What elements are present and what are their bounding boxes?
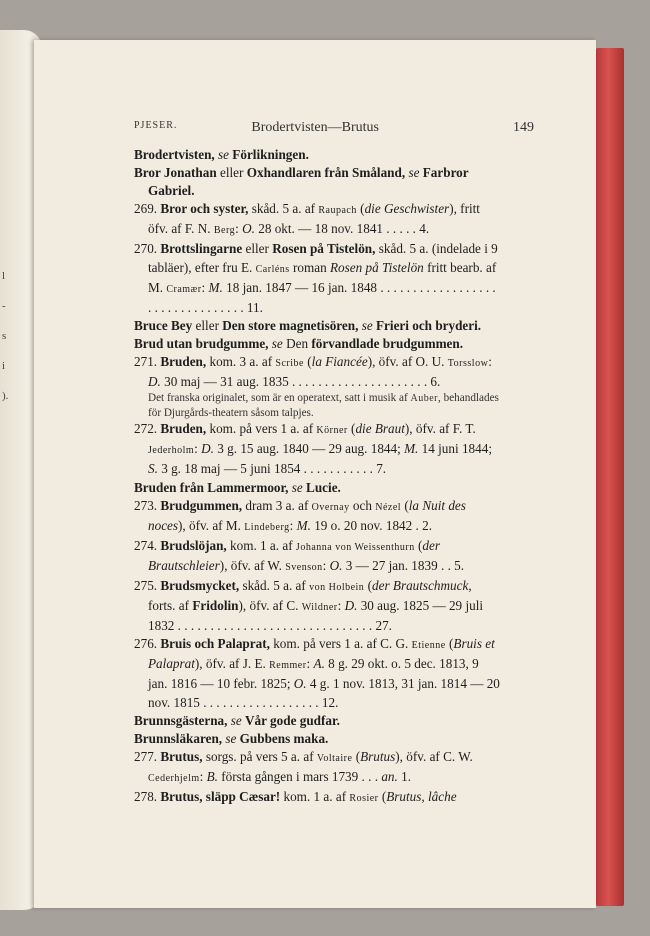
entry-text: : — [306, 656, 314, 672]
entry-text: Jederholm — [148, 445, 195, 457]
entry-text: Bruden, — [160, 421, 207, 437]
entry-text: der Brautschleier — [148, 537, 440, 573]
entry-text: Carléns — [255, 263, 290, 275]
entry-text: Johanna von Weissenthurn — [295, 541, 415, 553]
entry-text: sorgs. på vers 5 a. af — [202, 748, 317, 764]
entry-text: : — [337, 598, 345, 614]
entry-text: ), öfv. af O. U. — [367, 354, 448, 370]
entry-text: 19 o. 20 nov. 1842 . 2. — [310, 517, 433, 533]
entry-text: ( — [401, 497, 409, 513]
entry-text: Svenson — [285, 561, 323, 573]
entry-text: ), öfv. af C. — [238, 598, 302, 614]
entry-text: kom. 1 a. af — [280, 789, 350, 804]
entry-text: : — [194, 441, 202, 457]
catalog-entry — [134, 353, 500, 391]
entry-text: D. — [344, 598, 358, 614]
entry-text: se — [227, 712, 246, 728]
entry-text: , forts. af — [148, 577, 472, 614]
entry-text: Oxhandlaren från Småland, — [246, 165, 406, 181]
running-header — [134, 120, 534, 136]
entry-text: se — [268, 335, 287, 351]
entry-text: ), öfv. af J. E. — [194, 656, 270, 672]
entry-text: ), öfv. af F. T. — [404, 421, 476, 437]
entry-text: första gången i mars 1739 . . . — [217, 768, 382, 784]
entry-text: Gubbens maka. — [239, 730, 329, 746]
catalog-entry — [134, 164, 500, 200]
book-cover-edge — [596, 48, 624, 906]
entry-text: Brunnsläkaren, — [134, 730, 223, 746]
entry-text: Förlikningen. — [232, 147, 309, 162]
entry-text: D. — [201, 441, 214, 457]
catalog-entry — [134, 748, 500, 788]
entry-text: och — [349, 497, 376, 513]
entry-text: 4 g. 1 nov. 1813, 31 jan. 1814 — 20 nov. 1815 . . . . . . . . . . . . . . . . . . 12. — [148, 676, 500, 710]
entry-text: dram 3 a. af — [242, 497, 312, 513]
entry-text: 3 g. 18 maj — 5 juni 1854 . . . . . . . . . . . 7. — [157, 461, 387, 477]
entry-text: 272. — [134, 421, 161, 437]
catalog-entry — [134, 200, 500, 240]
entry-text: 18 jan. 1847 — 16 jan. 1848 . . . . . . . . . . . . . . . . . . . . . . . . . . . . . . . . . 11. — [148, 279, 496, 315]
entry-text: Den — [286, 335, 312, 351]
facing-page-fragment: i — [2, 360, 6, 372]
entry-text: Remmer — [269, 660, 307, 672]
entry-text: skåd. 5 a. af — [239, 577, 310, 593]
entry-text: Brutus, lâche — [386, 789, 457, 804]
entry-text: Rosen på Tistelön — [329, 259, 424, 275]
entry-text: 271. — [134, 354, 161, 370]
entry-text: 278. — [134, 789, 161, 804]
entry-text: kom. på vers 1 a. af — [206, 421, 317, 437]
entry-text: 274. — [134, 537, 161, 553]
entry-text: Scribe — [275, 358, 304, 370]
entry-text: kom. 3 a. af — [206, 354, 276, 370]
entry-text: se — [222, 730, 240, 746]
entry-text: ( — [303, 354, 312, 370]
facing-page-fragment: ). — [2, 390, 9, 402]
entry-text: : — [201, 279, 209, 295]
entry-text: M. — [404, 441, 419, 457]
entries-list — [134, 146, 500, 808]
entry-text: B. — [206, 768, 218, 784]
entry-text: Bror Jonathan — [134, 165, 217, 181]
entry-text: O. — [329, 557, 343, 573]
entry-text: M. — [208, 279, 223, 295]
entry-text: Vår gode gudfar. — [245, 712, 340, 728]
entry-text: Frieri och bryderi. — [376, 317, 482, 333]
entry-text: Brodertvisten, — [134, 147, 215, 162]
entry-text: ( — [356, 201, 365, 217]
page-number: 149 — [513, 120, 534, 135]
entry-text: 1. — [397, 768, 411, 784]
entry-text: eller — [242, 241, 273, 257]
entry-text: Brudgummen, — [160, 497, 243, 513]
entry-text: Cederhjelm — [148, 772, 200, 784]
entry-text: von Holbein — [309, 581, 365, 593]
entry-text: fritt bearb. af M. — [148, 259, 497, 295]
entry-text: Brutus — [360, 748, 396, 764]
entry-text: 28 okt. — 18 nov. 1841 . . . . . 4. — [254, 221, 430, 237]
entry-text: ( — [378, 789, 387, 804]
entry-text: Körner — [316, 425, 348, 437]
entry-text: ( — [364, 577, 373, 593]
entry-text: 3 — 27 jan. 1839 . . 5. — [342, 557, 465, 573]
entry-text: Farbror Gabriel. — [148, 165, 469, 199]
header-author: PJESER. — [134, 120, 178, 131]
entry-text: Bruden, — [160, 354, 207, 370]
entry-text: förvandlade brudgummen. — [311, 335, 464, 351]
entry-text: Brutus, — [160, 748, 203, 764]
entry-text: skåd. 5 a. (indelade i 9 tabläer), efter fru E. — [148, 241, 498, 275]
catalog-entry — [134, 497, 500, 537]
entry-note — [134, 391, 500, 420]
entry-text: Voltaire — [316, 752, 353, 764]
entry-text: Brunnsgästerna, — [134, 712, 228, 728]
entry-text: Rosier — [349, 793, 379, 804]
catalog-entry — [134, 335, 500, 353]
entry-text: Bruce Bey — [134, 317, 193, 333]
entry-text: S. — [148, 461, 158, 477]
entry-text: 273. — [134, 497, 161, 513]
entry-text: 275. — [134, 577, 161, 593]
entry-text: ), öfv. af C. W. — [395, 748, 473, 764]
entry-text: : — [235, 221, 243, 237]
entry-text: Berg — [213, 225, 236, 237]
entry-text: Lucie. — [306, 479, 341, 495]
facing-page-fragment: s — [2, 330, 7, 342]
facing-page-fragment: l — [2, 270, 6, 282]
entry-text: an. — [381, 768, 398, 784]
entry-text: 8 g. 29 okt. o. 5 dec. 1813, 9 jan. 1816 — 10 febr. 1825; — [148, 656, 479, 692]
entry-text: O. — [242, 221, 255, 237]
entry-text: : — [199, 768, 207, 784]
entry-text: la Fiancée — [311, 354, 368, 370]
entry-text: : — [488, 354, 492, 370]
entry-text: Rosen på Tistelön, — [272, 241, 376, 257]
entry-text: der Brautschmuck — [372, 577, 469, 593]
catalog-entry — [134, 577, 500, 635]
entry-text: 30 aug. 1825 — 29 juli 1832 . . . . . . . . . . . . . . . . . . . . . . . . . . . . . . 27. — [148, 598, 484, 634]
entry-text: 269. — [134, 201, 161, 217]
entry-text: ( — [352, 748, 361, 764]
entry-text: Fridolin — [192, 598, 239, 614]
entry-text: 270. — [134, 241, 161, 257]
entry-text: kom. på vers 1 a. af C. G. — [269, 636, 412, 652]
entry-text: Brudsmycket, — [160, 577, 240, 593]
entry-text: D. — [148, 374, 161, 390]
entry-text: O. — [293, 676, 307, 692]
entry-text: A. — [313, 656, 325, 672]
catalog-entry — [134, 317, 500, 335]
entry-text: ( — [445, 636, 454, 652]
catalog-entry — [134, 635, 500, 711]
entry-text: Brudslöjan, — [160, 537, 227, 553]
header-title: Brodertvisten—Brutus — [251, 120, 379, 135]
entry-text: Nézel — [375, 501, 402, 513]
entry-text: eller — [216, 165, 247, 181]
catalog-entry — [134, 479, 500, 497]
entry-text: ), öfv. af M. — [178, 517, 245, 533]
entry-text: Det franska originalet, som är en operatext, satt i musik af — [148, 392, 411, 405]
entry-text: kom. 1 a. af — [226, 537, 296, 553]
entry-text: ( — [347, 421, 356, 437]
entry-text: Torsslow — [447, 358, 489, 370]
entry-text: Raupach — [318, 205, 357, 217]
entry-text: 3 g. 15 aug. 1840 — 29 aug. 1844; — [213, 441, 405, 457]
catalog-entry — [134, 420, 500, 478]
entry-text: ( — [414, 537, 423, 553]
entry-text: Brud utan brudgumme, — [134, 335, 269, 351]
catalog-entry — [134, 712, 500, 730]
entry-text: 276. — [134, 636, 161, 652]
entry-text: skåd. 5 a. af — [248, 201, 319, 217]
entry-text: Bruden från Lammermoor, — [134, 479, 289, 495]
entry-text: ), öfv. af W. — [219, 557, 286, 573]
entry-text: : — [322, 557, 330, 573]
entry-text: Brottslingarne — [160, 241, 243, 257]
catalog-entry — [134, 146, 500, 164]
entry-text: die Braut — [355, 421, 405, 437]
entry-text: Den store magnetisören, — [222, 317, 359, 333]
entry-text: Lindeberg — [244, 521, 290, 533]
entry-text: se — [214, 147, 233, 162]
entry-text: ), fritt öfv. af F. N. — [148, 201, 480, 237]
entry-text: roman — [289, 259, 330, 275]
catalog-entry — [134, 537, 500, 577]
catalog-entry — [134, 788, 500, 808]
entry-text: 14 juni 1844; — [418, 441, 492, 457]
entry-text: Etienne — [411, 640, 446, 652]
entry-text: se — [288, 479, 307, 495]
entry-text: Overnay — [311, 501, 350, 513]
entry-text: M. — [296, 517, 311, 533]
entry-text: se — [405, 165, 423, 181]
entry-text: 277. — [134, 748, 161, 764]
entry-text: Cramær — [166, 283, 202, 295]
entry-text: Bruis och Palaprat, — [160, 636, 270, 652]
entry-text: 30 maj — 31 aug. 1835 . . . . . . . . . . . . . . . . . . . . . 6. — [160, 374, 441, 390]
entry-text: Wildner — [301, 602, 338, 614]
catalog-entry — [134, 240, 500, 316]
entry-text: Auber — [410, 393, 439, 405]
facing-page-fragment: - — [2, 300, 6, 312]
entry-text: : — [289, 517, 297, 533]
entry-text: Brutus, släpp Cæsar! — [160, 789, 281, 804]
entry-text: eller — [192, 317, 223, 333]
catalog-entry — [134, 730, 500, 748]
entry-text: Bruis et Palaprat — [148, 636, 495, 672]
entry-text: die Geschwister — [364, 201, 450, 217]
entry-text: la Nuit des noces — [148, 497, 466, 533]
entry-text: se — [358, 317, 376, 333]
entry-text: Bror och syster, — [160, 201, 249, 217]
entry-text: , behandlades för Djurgårds-theatern såsom talpjes. — [148, 392, 499, 420]
